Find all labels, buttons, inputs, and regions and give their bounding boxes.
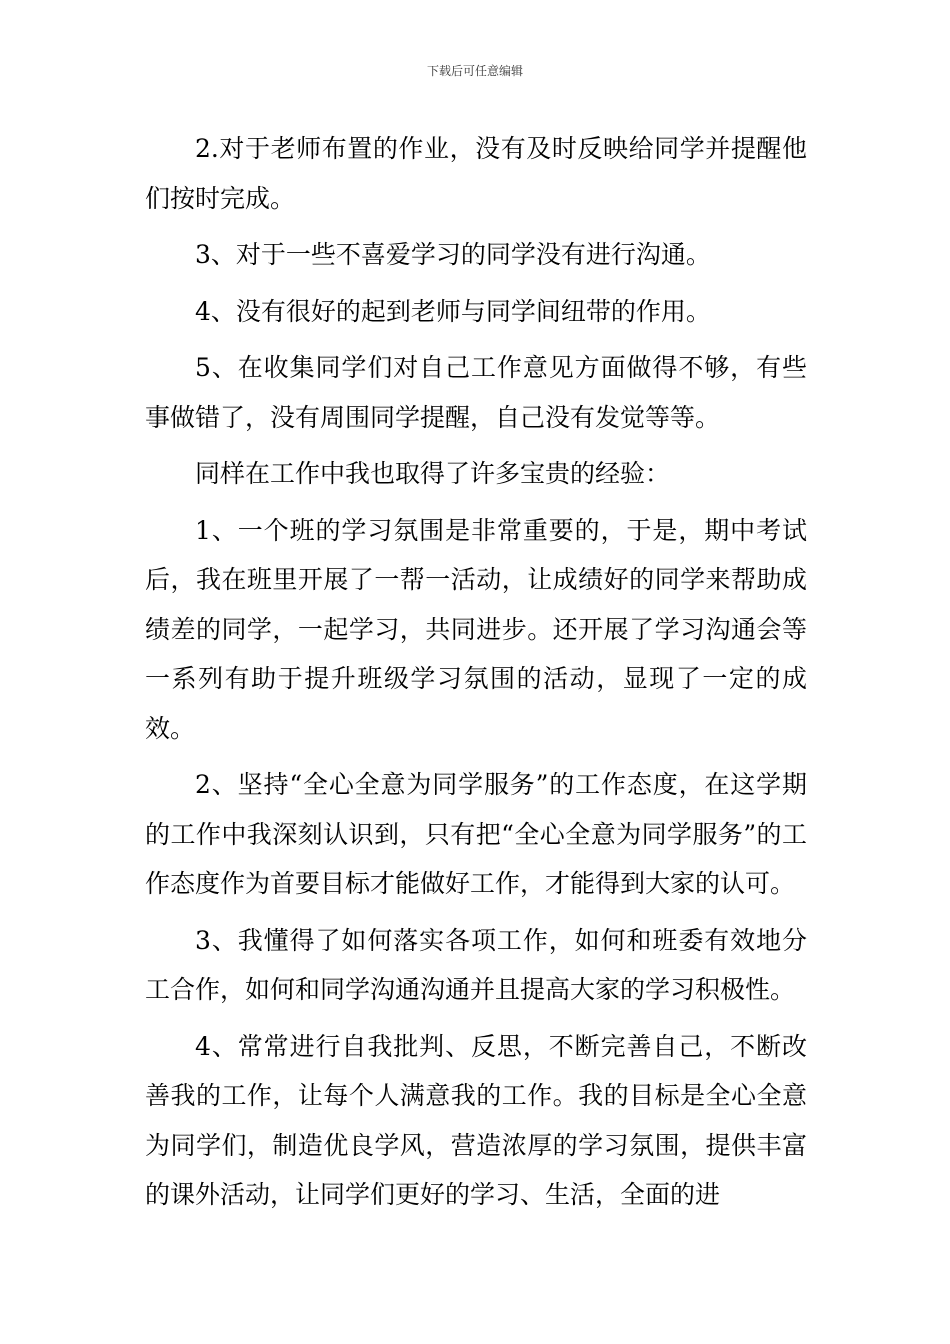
paragraph: 3、对于一些不喜爱学习的同学没有进行沟通。 bbox=[195, 240, 711, 269]
paragraph: 2、坚持“全心全意为同学服务”的工作态度，在这学期的工作中我深刻认识到，只有把“全心全意为同学服务”的工作态度作为首要目标才能做好工作，才能得到大家的认可。 bbox=[145, 770, 807, 898]
paragraph: 同样在工作中我也取得了许多宝贵的经验： bbox=[195, 459, 671, 488]
paragraph: 1、一个班的学习氛围是非常重要的，于是，期中考试后，我在班里开展了一帮一活动，让成绩好的同学来帮助成绩差的同学，一起学习，共同进步。还开展了学习沟通会等一系列有助于提升班级学习氛围的活动，显现了一定的成效。 bbox=[145, 515, 807, 743]
paragraph: 2.对于老师布置的作业，没有及时反映给同学并提醒他们按时完成。 bbox=[145, 134, 807, 213]
paragraph: 4、常常进行自我批判、反思，不断完善自己，不断改善我的工作，让每个人满意我的工作。我的目标是全心全意为同学们，制造优良学风，营造浓厚的学习氛围，提供丰富的课外活动，让同学们更好的学习、生活，全面的进 bbox=[145, 1031, 807, 1209]
paragraph: 4、没有很好的起到老师与同学间纽带的作用。 bbox=[195, 296, 711, 326]
paragraph: 5、在收集同学们对自己工作意见方面做得不够，有些事做错了，没有周围同学提醒，自己没有发觉等等。 bbox=[145, 353, 807, 432]
page-header-note: 下载后可任意编辑 bbox=[426, 64, 523, 78]
paragraph: 3、我懂得了如何落实各项工作，如何和班委有效地分工合作，如何和同学沟通沟通并且提高大家的学习积极性。 bbox=[145, 925, 807, 1004]
document-body bbox=[145, 124, 807, 1227]
